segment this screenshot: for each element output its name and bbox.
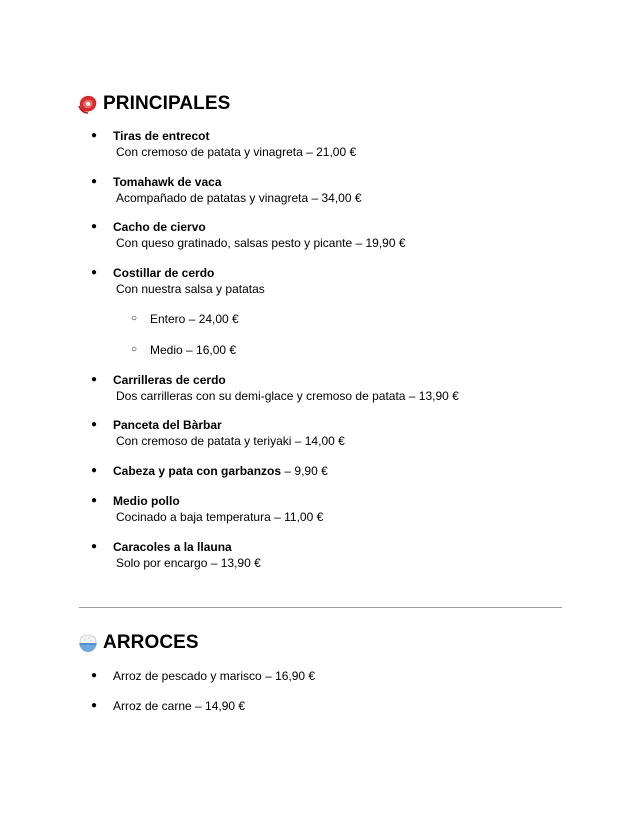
item-description: Cocinado a baja temperatura – 11,00 € xyxy=(116,510,324,524)
hollow-bullet: ○ xyxy=(131,313,138,324)
item-name-text: Cabeza y pata con garbanzos xyxy=(113,464,282,478)
section-title: PRINCIPALES xyxy=(103,93,231,114)
bullet: ● xyxy=(91,670,98,681)
item-description: Solo por encargo – 13,90 € xyxy=(116,556,261,570)
hollow-bullet: ○ xyxy=(131,344,138,355)
item-name: Cacho de ciervo xyxy=(113,220,206,234)
rice-bowl-icon xyxy=(77,632,99,654)
bullet: ● xyxy=(91,700,98,711)
item-description: Con cremoso de patata y vinagreta – 21,00 € xyxy=(116,145,357,159)
bullet: ● xyxy=(91,465,98,476)
item-name: Tiras de entrecot xyxy=(113,129,210,143)
item-description: Con nuestra salsa y patatas xyxy=(116,282,265,296)
item-description: Dos carrilleras con su demi-glace y cremoso de patata – 13,90 € xyxy=(116,389,459,403)
option-text: Medio – 16,00 € xyxy=(150,343,237,357)
bullet: ● xyxy=(91,267,98,278)
bullet: ● xyxy=(91,221,98,232)
item-name: Carrilleras de cerdo xyxy=(113,373,226,387)
item-description: Acompañado de patatas y vinagreta – 34,00 € xyxy=(116,191,362,205)
item-name: Costillar de cerdo xyxy=(113,266,215,280)
item-name: Caracoles a la llauna xyxy=(113,540,232,554)
item-name xyxy=(113,463,328,479)
bullet: ● xyxy=(91,495,98,506)
bullet: ● xyxy=(91,419,98,430)
item-price: – 9,90 € xyxy=(281,464,328,478)
item-description: Con queso gratinado, salsas pesto y picante – 19,90 € xyxy=(116,236,406,250)
section-arroces-heading xyxy=(77,629,199,657)
bullet: ● xyxy=(91,176,98,187)
item-text: Arroz de carne – 14,90 € xyxy=(113,699,246,713)
horizontal-divider xyxy=(79,607,562,608)
section-principales-heading xyxy=(77,90,230,118)
option-text: Entero – 24,00 € xyxy=(150,312,239,326)
item-name: Panceta del Bàrbar xyxy=(113,418,222,432)
bullet: ● xyxy=(91,374,98,385)
item-text: Arroz de pescado y marisco – 16,90 € xyxy=(113,669,316,683)
meat-icon xyxy=(77,93,99,115)
bullet: ● xyxy=(91,541,98,552)
item-name: Medio pollo xyxy=(113,494,180,508)
item-name: Tomahawk de vaca xyxy=(113,175,222,189)
bullet: ● xyxy=(91,130,98,141)
item-description: Con cremoso de patata y teriyaki – 14,00 € xyxy=(116,434,345,448)
section-title: ARROCES xyxy=(103,632,199,653)
